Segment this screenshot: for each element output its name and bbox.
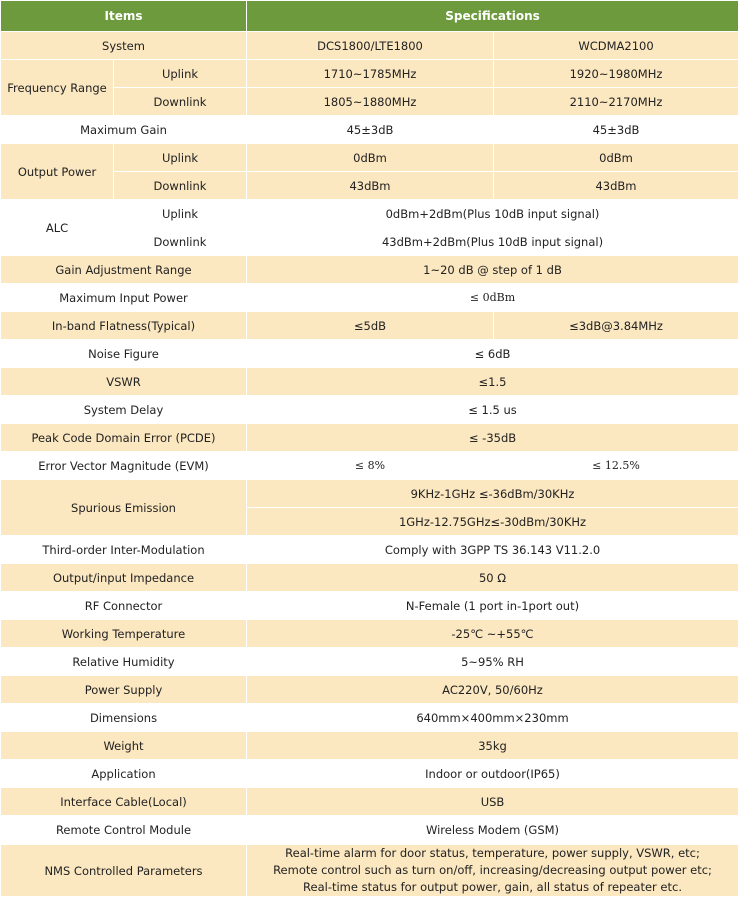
table-row bbox=[1, 592, 738, 620]
max-input-power-value: ≤ 0dBm bbox=[247, 284, 738, 312]
vswr-value: ≤1.5 bbox=[247, 368, 738, 396]
alc-label: ALC bbox=[1, 200, 114, 256]
maximum-gain-col1: 45±3dB bbox=[247, 116, 494, 144]
application-value: Indoor or outdoor(IP65) bbox=[247, 760, 738, 788]
nms-line-2: Remote control such as turn on/off, increasing/decreasing output power etc; bbox=[273, 863, 712, 877]
system-col2: WCDMA2100 bbox=[494, 32, 738, 60]
power-supply-value: AC220V, 50/60Hz bbox=[247, 676, 738, 704]
power-supply-label: Power Supply bbox=[1, 676, 247, 704]
table-row bbox=[1, 480, 738, 508]
imd-value: Comply with 3GPP TS 36.143 V11.2.0 bbox=[247, 536, 738, 564]
frequency-uplink-label: Uplink bbox=[114, 60, 247, 88]
inband-flatness-col1: ≤5dB bbox=[247, 312, 494, 340]
frequency-uplink-col1: 1710~1785MHz bbox=[247, 60, 494, 88]
spurious-value-1: 9KHz-1GHz ≤-36dBm/30KHz bbox=[247, 480, 738, 508]
pcde-label: Peak Code Domain Error (PCDE) bbox=[1, 424, 247, 452]
output-uplink-label: Uplink bbox=[114, 144, 247, 172]
frequency-range-label: Frequency Range bbox=[1, 60, 114, 116]
application-label: Application bbox=[1, 760, 247, 788]
gain-adjustment-label: Gain Adjustment Range bbox=[1, 256, 247, 284]
working-temp-label: Working Temperature bbox=[1, 620, 247, 648]
frequency-downlink-label: Downlink bbox=[114, 88, 247, 116]
pcde-value: ≤ -35dB bbox=[247, 424, 738, 452]
system-delay-value: ≤ 1.5 us bbox=[247, 396, 738, 424]
frequency-uplink-col2: 1920~1980MHz bbox=[494, 60, 738, 88]
table-row bbox=[1, 256, 738, 284]
table-row bbox=[1, 845, 738, 897]
table-row bbox=[1, 704, 738, 732]
spurious-value-2: 1GHz-12.75GHz≤-30dBm/30KHz bbox=[247, 508, 738, 536]
noise-figure-label: Noise Figure bbox=[1, 340, 247, 368]
vswr-label: VSWR bbox=[1, 368, 247, 396]
table-row bbox=[1, 452, 738, 480]
rf-connector-value: N-Female (1 port in-1port out) bbox=[247, 592, 738, 620]
nms-value bbox=[247, 845, 738, 897]
imd-label: Third-order Inter-Modulation bbox=[1, 536, 247, 564]
gain-adjustment-value: 1~20 dB @ step of 1 dB bbox=[247, 256, 738, 284]
table-row bbox=[1, 32, 738, 60]
table-row bbox=[1, 424, 738, 452]
weight-label: Weight bbox=[1, 732, 247, 760]
humidity-value: 5~95% RH bbox=[247, 648, 738, 676]
system-delay-label: System Delay bbox=[1, 396, 247, 424]
frequency-downlink-col2: 2110~2170MHz bbox=[494, 88, 738, 116]
table-header-row bbox=[1, 1, 738, 32]
remote-control-label: Remote Control Module bbox=[1, 816, 247, 845]
table-row bbox=[1, 340, 738, 368]
table-row bbox=[1, 312, 738, 340]
header-items: Items bbox=[1, 1, 247, 32]
spurious-label: Spurious Emission bbox=[1, 480, 247, 536]
interface-cable-value: USB bbox=[247, 788, 738, 816]
table-row bbox=[1, 396, 738, 424]
noise-figure-value: ≤ 6dB bbox=[247, 340, 738, 368]
output-downlink-col1: 43dBm bbox=[247, 172, 494, 200]
header-specifications: Specifications bbox=[247, 1, 738, 32]
alc-downlink-label: Downlink bbox=[114, 228, 247, 256]
working-temp-value: -25℃ ~+55℃ bbox=[247, 620, 738, 648]
table-row bbox=[1, 536, 738, 564]
remote-control-value: Wireless Modem (GSM) bbox=[247, 816, 738, 845]
frequency-downlink-col1: 1805~1880MHz bbox=[247, 88, 494, 116]
weight-value: 35kg bbox=[247, 732, 738, 760]
table-row bbox=[1, 676, 738, 704]
table-row bbox=[1, 368, 738, 396]
impedance-label: Output/input Impedance bbox=[1, 564, 247, 592]
table-row bbox=[1, 564, 738, 592]
table-row bbox=[1, 648, 738, 676]
output-power-label: Output Power bbox=[1, 144, 114, 200]
output-uplink-col1: 0dBm bbox=[247, 144, 494, 172]
nms-label: NMS Controlled Parameters bbox=[1, 845, 247, 897]
table-row bbox=[1, 760, 738, 788]
output-downlink-label: Downlink bbox=[114, 172, 247, 200]
table-row bbox=[1, 816, 738, 845]
inband-flatness-col2: ≤3dB@3.84MHz bbox=[494, 312, 738, 340]
alc-downlink-value: 43dBm+2dBm(Plus 10dB input signal) bbox=[247, 228, 738, 256]
inband-flatness-label: In-band Flatness(Typical) bbox=[1, 312, 247, 340]
system-col1: DCS1800/LTE1800 bbox=[247, 32, 494, 60]
table-row bbox=[1, 116, 738, 144]
interface-cable-label: Interface Cable(Local) bbox=[1, 788, 247, 816]
output-downlink-col2: 43dBm bbox=[494, 172, 738, 200]
humidity-label: Relative Humidity bbox=[1, 648, 247, 676]
output-uplink-col2: 0dBm bbox=[494, 144, 738, 172]
maximum-gain-col2: 45±3dB bbox=[494, 116, 738, 144]
table-row bbox=[1, 732, 738, 760]
table-row bbox=[1, 60, 738, 88]
evm-col2: ≤ 12.5% bbox=[494, 452, 738, 480]
alc-uplink-value: 0dBm+2dBm(Plus 10dB input signal) bbox=[247, 200, 738, 228]
evm-col1: ≤ 8% bbox=[247, 452, 494, 480]
nms-line-1: Real-time alarm for door status, temperature, power supply, VSWR, etc; bbox=[285, 846, 700, 860]
evm-label: Error Vector Magnitude (EVM) bbox=[1, 452, 247, 480]
max-input-power-label: Maximum Input Power bbox=[1, 284, 247, 312]
nms-line-3: Real-time status for output power, gain, all status of repeater etc. bbox=[303, 880, 682, 894]
table-row bbox=[1, 200, 738, 228]
table-row bbox=[1, 788, 738, 816]
maximum-gain-label: Maximum Gain bbox=[1, 116, 247, 144]
alc-uplink-label: Uplink bbox=[114, 200, 247, 228]
impedance-value: 50 Ω bbox=[247, 564, 738, 592]
table-row bbox=[1, 144, 738, 172]
dimensions-value: 640mm×400mm×230mm bbox=[247, 704, 738, 732]
dimensions-label: Dimensions bbox=[1, 704, 247, 732]
rf-connector-label: RF Connector bbox=[1, 592, 247, 620]
table-row bbox=[1, 284, 738, 312]
table-row bbox=[1, 620, 738, 648]
system-label: System bbox=[1, 32, 247, 60]
